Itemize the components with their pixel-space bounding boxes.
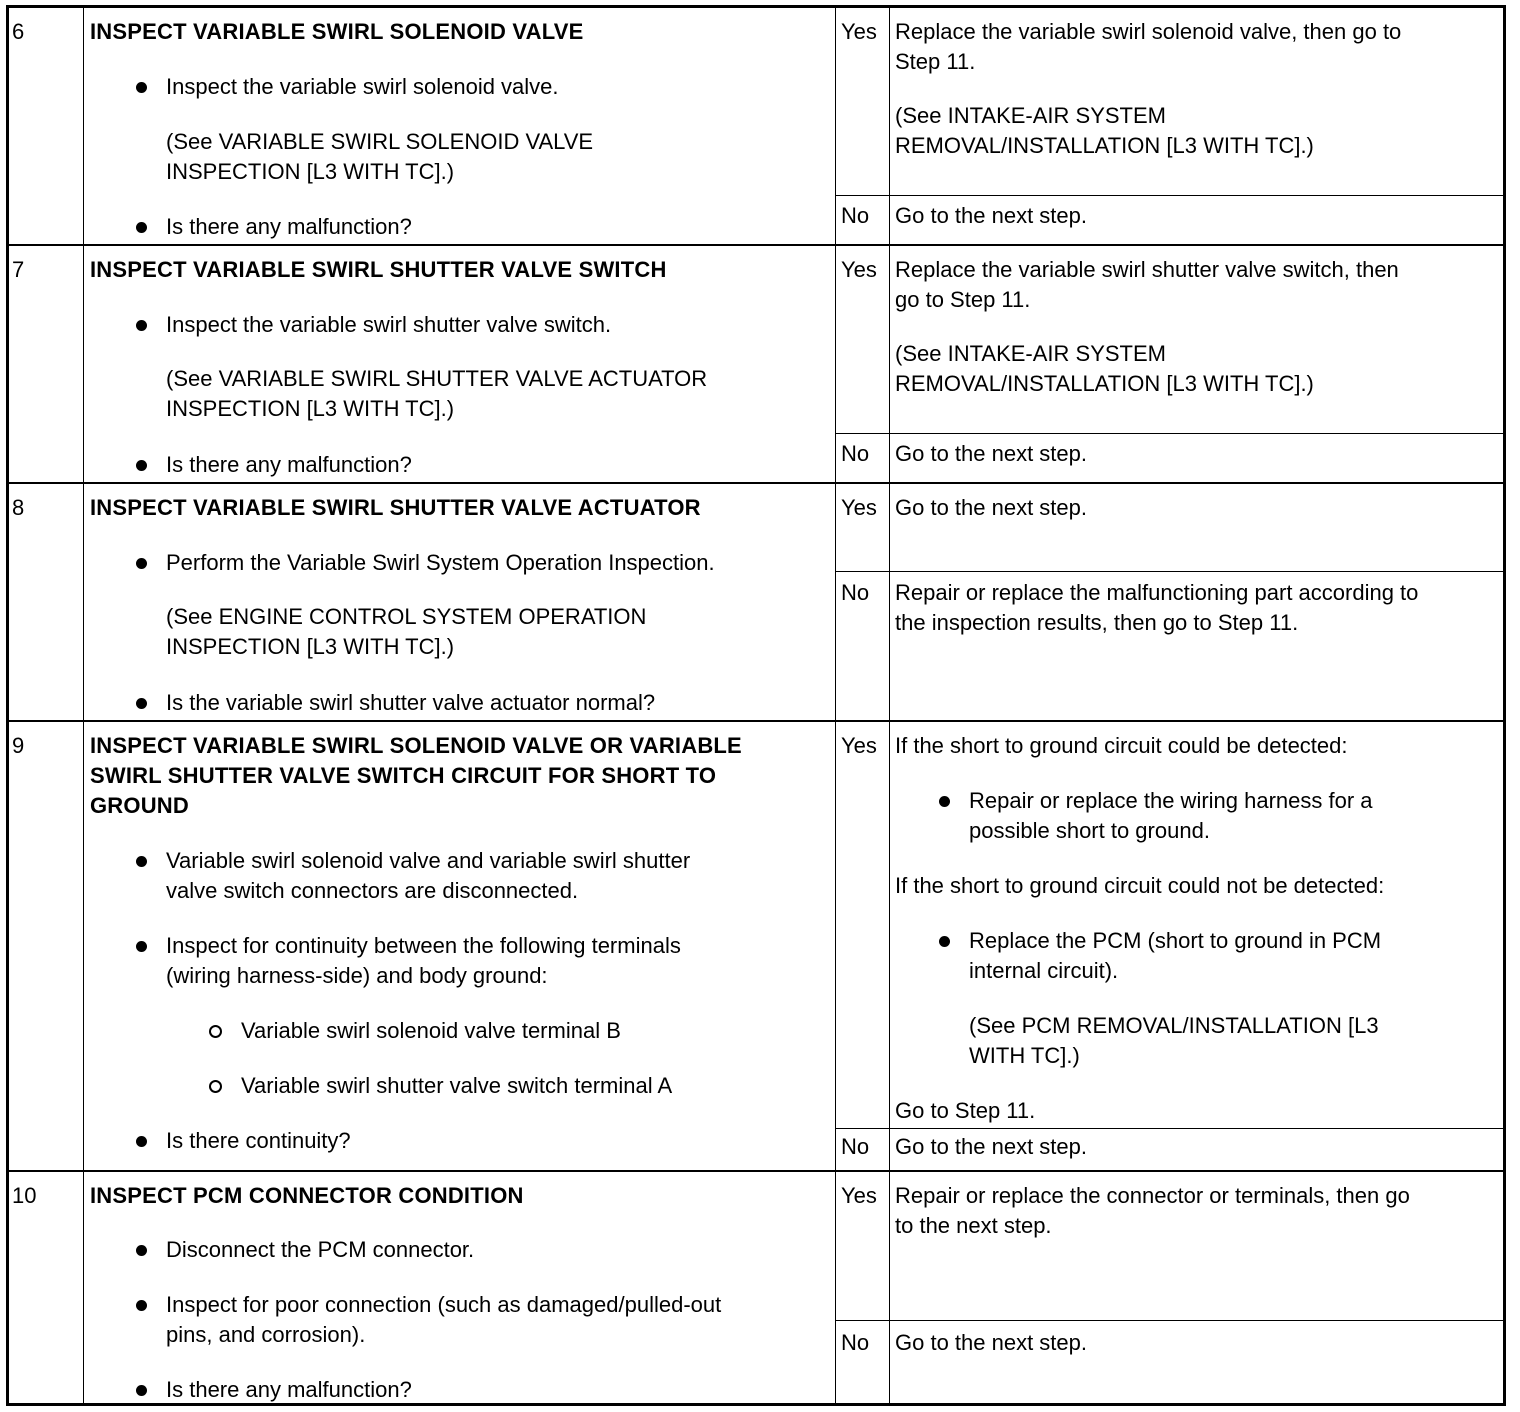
yes-label-cell	[836, 246, 890, 433]
yes-action	[890, 246, 1503, 433]
no-label-cell	[836, 1321, 890, 1403]
see-reference: INSPECTION [L3 WITH TC].)	[166, 634, 455, 659]
result-text: to the next step.	[895, 1213, 1052, 1238]
bullet-text: Is there continuity?	[166, 1128, 351, 1153]
table-row	[9, 1172, 1503, 1403]
circle-bullet-icon	[209, 1080, 222, 1093]
step-title: INSPECT PCM CONNECTOR CONDITION	[90, 1183, 524, 1208]
see-reference: (See INTAKE-AIR SYSTEM	[895, 341, 1166, 366]
yes-result	[836, 484, 1503, 572]
step-cell	[9, 8, 84, 244]
no-action	[890, 1127, 1503, 1170]
no-label: No	[841, 441, 870, 466]
result-text: Repair or replace the wiring harness for a	[969, 788, 1373, 813]
yes-label: Yes	[841, 19, 877, 44]
bullet-icon	[136, 460, 147, 471]
bullet-icon	[136, 698, 147, 709]
bullet-icon	[136, 1300, 147, 1311]
yes-label: Yes	[841, 733, 877, 758]
result-text: Replace the variable swirl solenoid valve, then go to	[895, 19, 1402, 44]
bullet-text: Variable swirl solenoid valve and variable swirl shutter	[166, 848, 691, 873]
action-cell	[84, 8, 836, 244]
bullet-text: Inspect for continuity between the following terminals	[166, 933, 681, 958]
see-reference: (See PCM REMOVAL/INSTALLATION [L3	[969, 1013, 1379, 1038]
yes-action	[890, 484, 1503, 571]
table-row	[9, 722, 1503, 1172]
bullet-icon	[136, 320, 147, 331]
sub-bullet-text: Variable swirl solenoid valve terminal B	[241, 1018, 621, 1043]
bullet-icon	[136, 222, 147, 233]
step-number: 8	[12, 495, 25, 520]
no-label: No	[841, 203, 870, 228]
result-cell	[836, 1172, 1503, 1403]
yes-result	[836, 246, 1503, 434]
yes-label-cell	[836, 1172, 890, 1320]
no-label-cell	[836, 194, 890, 244]
result-text: Repair or replace the malfunctioning part according to	[895, 580, 1419, 605]
bullet-text: Is there any malfunction?	[166, 1377, 412, 1402]
see-reference: (See VARIABLE SWIRL SHUTTER VALVE ACTUATOR	[166, 366, 708, 391]
result-cell	[836, 484, 1503, 720]
bullet-text: Disconnect the PCM connector.	[166, 1237, 475, 1262]
result-text: possible short to ground.	[969, 818, 1210, 843]
result-text: Replace the PCM (short to ground in PCM	[969, 928, 1382, 953]
result-text: Go to the next step.	[895, 441, 1088, 466]
step-number: 10	[12, 1183, 37, 1208]
step-number: 9	[12, 733, 25, 758]
bullet-text: Is the variable swirl shutter valve actuator normal?	[166, 690, 656, 715]
step-cell	[9, 1172, 84, 1403]
table-row	[9, 8, 1503, 246]
bullet-icon	[939, 796, 950, 807]
no-label: No	[841, 580, 870, 605]
bullet-icon	[136, 1385, 147, 1396]
see-reference: WITH TC].)	[969, 1043, 1080, 1068]
result-text: the inspection results, then go to Step 11.	[895, 610, 1299, 635]
result-cell	[836, 8, 1503, 244]
no-result	[836, 432, 1503, 482]
bullet-text: Inspect for poor connection (such as damaged/pulled-out	[166, 1292, 722, 1317]
no-result	[836, 570, 1503, 720]
yes-label-cell	[836, 8, 890, 195]
yes-result	[836, 722, 1503, 1129]
bullet-icon	[136, 558, 147, 569]
step-cell	[9, 722, 84, 1170]
result-text: If the short to ground circuit could be detected:	[895, 733, 1348, 758]
step-title: INSPECT VARIABLE SWIRL SOLENOID VALVE OR VARIABLE	[90, 733, 742, 758]
see-reference: (See ENGINE CONTROL SYSTEM OPERATION	[166, 604, 647, 629]
bullet-icon	[136, 1245, 147, 1256]
no-result	[836, 1127, 1503, 1170]
bullet-text: Inspect the variable swirl solenoid valve.	[166, 74, 559, 99]
diagnostic-procedure-table	[6, 5, 1506, 1406]
step-title: INSPECT VARIABLE SWIRL SHUTTER VALVE ACTUATOR	[90, 495, 701, 520]
bullet-text: Inspect the variable swirl shutter valve switch.	[166, 312, 612, 337]
step-cell	[9, 246, 84, 482]
table-row	[9, 246, 1503, 484]
yes-label-cell	[836, 722, 890, 1128]
step-title: INSPECT VARIABLE SWIRL SOLENOID VALVE	[90, 19, 584, 44]
bullet-icon	[136, 1136, 147, 1147]
bullet-text: Is there any malfunction?	[166, 452, 412, 477]
result-text: Go to Step 11.	[895, 1098, 1036, 1123]
yes-action	[890, 722, 1503, 1128]
circle-bullet-icon	[209, 1025, 222, 1038]
result-cell	[836, 722, 1503, 1170]
bullet-text: pins, and corrosion).	[166, 1322, 366, 1347]
no-label-cell	[836, 1127, 890, 1170]
action-cell	[84, 1172, 836, 1403]
no-label: No	[841, 1330, 870, 1355]
yes-result	[836, 8, 1503, 196]
bullet-icon	[136, 856, 147, 867]
yes-label: Yes	[841, 257, 877, 282]
result-text: Repair or replace the connector or terminals, then go	[895, 1183, 1410, 1208]
see-reference: REMOVAL/INSTALLATION [L3 WITH TC].)	[895, 371, 1314, 396]
result-text: Go to the next step.	[895, 1330, 1088, 1355]
result-text: internal circuit).	[969, 958, 1119, 983]
see-reference: INSPECTION [L3 WITH TC].)	[166, 396, 455, 421]
see-reference: (See INTAKE-AIR SYSTEM	[895, 103, 1166, 128]
yes-action	[890, 8, 1503, 195]
bullet-text: valve switch connectors are disconnected.	[166, 878, 579, 903]
no-label-cell	[836, 432, 890, 482]
no-action	[890, 570, 1503, 720]
see-reference: INSPECTION [L3 WITH TC].)	[166, 159, 455, 184]
bullet-icon	[939, 936, 950, 947]
step-number: 7	[12, 257, 25, 282]
action-cell	[84, 484, 836, 720]
yes-label: Yes	[841, 495, 877, 520]
result-text: Go to the next step.	[895, 203, 1088, 228]
no-action	[890, 1321, 1503, 1403]
no-result	[836, 194, 1503, 244]
action-cell	[84, 722, 836, 1170]
step-number: 6	[12, 19, 25, 44]
action-cell	[84, 246, 836, 482]
yes-label: Yes	[841, 1183, 877, 1208]
no-label: No	[841, 1134, 870, 1159]
bullet-text: Is there any malfunction?	[166, 214, 412, 239]
yes-result	[836, 1172, 1503, 1321]
result-text: If the short to ground circuit could not be detected:	[895, 873, 1385, 898]
bullet-text: Perform the Variable Swirl System Operation Inspection.	[166, 550, 715, 575]
no-action	[890, 194, 1503, 244]
result-cell	[836, 246, 1503, 482]
step-title: INSPECT VARIABLE SWIRL SHUTTER VALVE SWITCH	[90, 257, 667, 282]
no-action	[890, 432, 1503, 482]
see-reference: (See VARIABLE SWIRL SOLENOID VALVE	[166, 129, 594, 154]
step-title: SWIRL SHUTTER VALVE SWITCH CIRCUIT FOR SHORT TO	[90, 763, 717, 788]
result-text: Step 11.	[895, 49, 976, 74]
yes-label-cell	[836, 484, 890, 571]
result-text: Go to the next step.	[895, 1134, 1088, 1159]
bullet-text: (wiring harness-side) and body ground:	[166, 963, 548, 988]
result-text: Go to the next step.	[895, 495, 1088, 520]
result-text: go to Step 11.	[895, 287, 1031, 312]
step-title: GROUND	[90, 793, 189, 818]
yes-action	[890, 1172, 1503, 1320]
bullet-icon	[136, 82, 147, 93]
no-label-cell	[836, 570, 890, 720]
no-result	[836, 1321, 1503, 1403]
sub-bullet-text: Variable swirl shutter valve switch terminal A	[241, 1073, 673, 1098]
bullet-icon	[136, 941, 147, 952]
result-text: Replace the variable swirl shutter valve switch, then	[895, 257, 1399, 282]
table-row	[9, 484, 1503, 722]
step-cell	[9, 484, 84, 720]
see-reference: REMOVAL/INSTALLATION [L3 WITH TC].)	[895, 133, 1314, 158]
